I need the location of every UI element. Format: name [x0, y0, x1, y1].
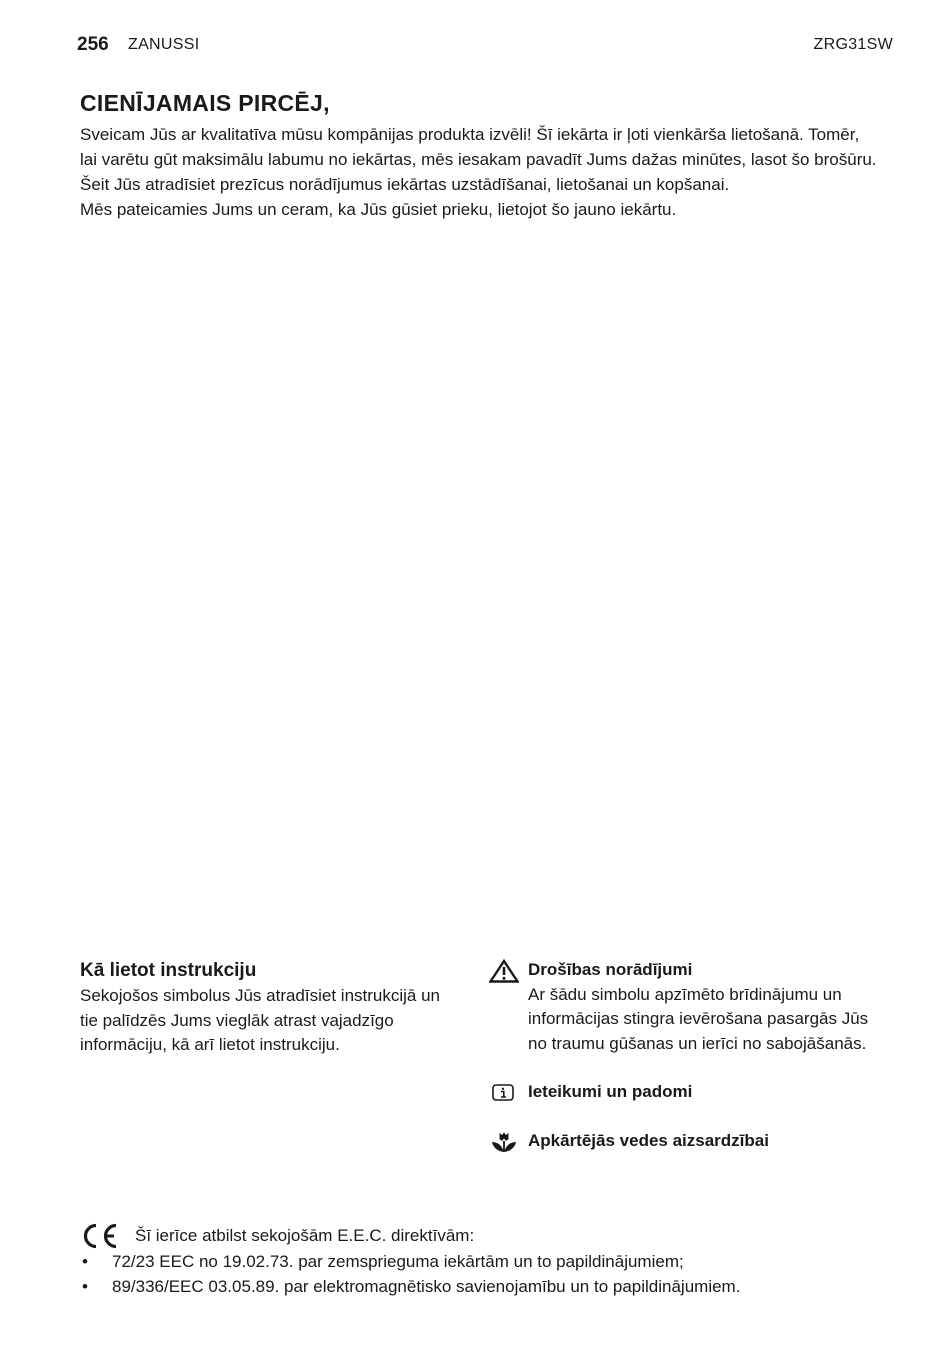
greeting-title: CIENĪJAMAIS PIRCĒJ, — [80, 90, 330, 116]
legend-item-tips — [489, 1080, 889, 1105]
intro-paragraph-1: Sveicam Jūs ar kvalitatīva mūsu kompānijas produkta izvēli! Šī iekārta ir ļoti vienkārša lietošanā. Tomēr, lai varētu gūt maksimālu labumu no iekārtas, mēs iesakam pavadīt Jums dažas minūtes, lasot šo brošūru. Šeit Jūs atradīsiet prezīcus norādījumus iekārtas uzstādīšanai, lietošanai un kopšanai. — [80, 125, 877, 194]
compliance-statement: Šī ierīce atbilst sekojošām E.E.C. direktīvām: — [135, 1225, 475, 1245]
model-number: ZRG31SW — [813, 36, 893, 53]
legend-item-environment — [489, 1129, 889, 1154]
ce-mark-icon — [80, 1222, 120, 1250]
intro-text — [80, 122, 880, 222]
how-to-use-text: Sekojošos simbolus Jūs atradīsiet instrukcijā un tie palīdzēs Jums vieglāk atrast vajadzīgo informāciju, kā arī lietot instrukciju. — [80, 986, 440, 1054]
legend-tips-title: Ieteikumi un padomi — [528, 1082, 693, 1101]
page-number: 256 — [77, 34, 109, 55]
legend-safety-text: Ar šādu simbolu apzīmēto brīdinājumu un informācijas stingra ievērošana pasargās Jūs no traumu gūšanas un ierīci no sabojāšanās. — [528, 984, 869, 1053]
legend-environment-title: Apkārtējās vedes aizsardzībai — [528, 1130, 769, 1150]
directives-list — [80, 1250, 910, 1299]
info-icon — [489, 1081, 519, 1105]
legend-safety-title: Drošības norādījumi — [528, 960, 693, 979]
compliance-statement-line — [80, 1222, 910, 1250]
symbol-legend — [489, 958, 889, 1153]
brand-name: ZANUSSI — [128, 36, 200, 53]
how-to-use-section — [80, 958, 440, 1058]
how-to-use-heading: Kā lietot instrukciju — [80, 960, 257, 981]
directive-item: • 72/23 EEC no 19.02.73. par zemsprieguma iekārtām un to papildinājumiem; — [80, 1250, 910, 1275]
warning-triangle-icon — [489, 959, 519, 983]
compliance-section — [80, 1222, 910, 1299]
flower-icon — [489, 1130, 519, 1154]
intro-paragraph-2: Mēs pateicamies Jums un ceram, ka Jūs gūsiet prieku, lietojot šo jauno iekārtu. — [80, 200, 677, 219]
legend-item-safety — [489, 958, 889, 1056]
directive-item: • 89/336/EEC 03.05.89. par elektromagnētisko savienojamību un to papildinājumiem. — [80, 1275, 910, 1300]
